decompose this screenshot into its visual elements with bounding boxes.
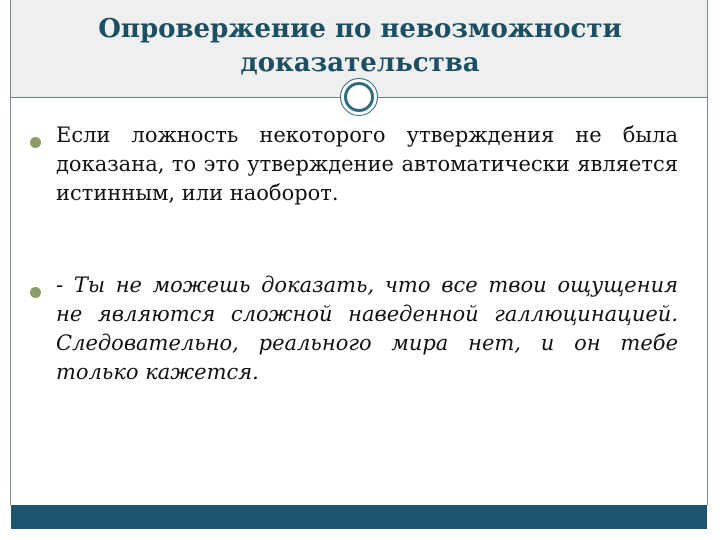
slide-title: Опровержение по невозможности доказательства [98,14,622,78]
bullet-text-1: Если ложность некоторого утверждения не была доказана, то это утверждение автоматически является истинным, или наоборот. [56,123,678,205]
footer-bar [11,505,707,529]
circle-ornament-icon [340,78,378,116]
bullet-dot-icon [30,287,41,298]
bullet-dot-icon [30,137,41,148]
bullet-text-2: - Ты не можешь доказать, что все твои ощущения не являются сложной наведенной галлюцинацией. Следовательно, реального мира нет, и он тебе только кажется. [56,273,678,384]
